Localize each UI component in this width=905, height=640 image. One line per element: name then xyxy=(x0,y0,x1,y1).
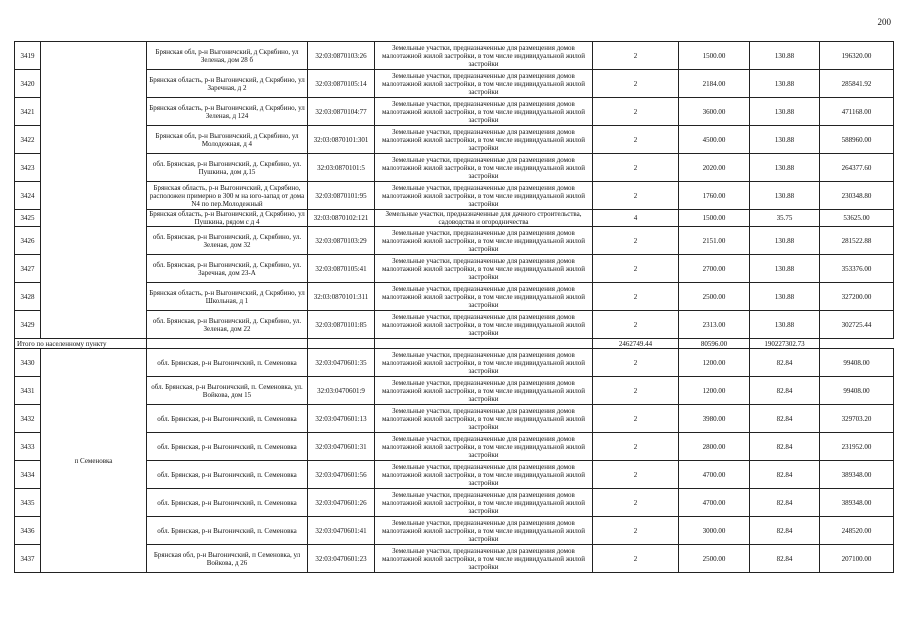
table-row xyxy=(15,311,894,339)
address-cell: Брянская область, р-н Выгоничский, д Скрябино, ул Заречная, д 2 xyxy=(147,70,308,98)
row-number: 3421 xyxy=(15,98,41,126)
table-row xyxy=(15,210,894,227)
cadastral-value-cell: 196320.00 xyxy=(820,42,894,70)
land-use-cell: Земельные участки, предназначенные для размещения домов малоэтажной жилой застройки, в том числе индивидуальной жилой застройки xyxy=(375,405,593,433)
cadastral-number-cell: 32:03:0470601:26 xyxy=(308,489,375,517)
category-cell: 2 xyxy=(593,377,679,405)
cadastral-value-cell: 231952.00 xyxy=(820,433,894,461)
category-cell: 2 xyxy=(593,433,679,461)
cadastral-number-cell: 32:03:0470601:35 xyxy=(308,349,375,377)
cadastral-number-cell: 32:03:0870101:311 xyxy=(308,283,375,311)
address-cell: Брянская обл, р-н Выгоничский, п Семеновка, ул Войкова, д 26 xyxy=(147,545,308,573)
total-value: 190227302.73 xyxy=(750,339,820,349)
rate-cell: 35.75 xyxy=(750,210,820,227)
locality-cell: п Семеновка xyxy=(41,349,147,573)
land-use-cell: Земельные участки, предназначенные для размещения домов малоэтажной жилой застройки, в том числе индивидуальной жилой застройки xyxy=(375,182,593,210)
table-row xyxy=(15,255,894,283)
row-number: 3437 xyxy=(15,545,41,573)
cadastral-value-cell: 99408.00 xyxy=(820,349,894,377)
land-use-cell: Земельные участки, предназначенные для размещения домов малоэтажной жилой застройки, в том числе индивидуальной жилой застройки xyxy=(375,489,593,517)
address-cell: обл. Брянская, р-н Выгоничский, д. Скрябино, ул. Зеленая, дом 32 xyxy=(147,227,308,255)
category-cell: 2 xyxy=(593,42,679,70)
row-number: 3419 xyxy=(15,42,41,70)
land-use-cell: Земельные участки, предназначенные для размещения домов малоэтажной жилой застройки, в том числе индивидуальной жилой застройки xyxy=(375,70,593,98)
address-cell: Брянская область, р-н Выгоничский, д Скрябино, ул Школьная, д 1 xyxy=(147,283,308,311)
empty-cell xyxy=(375,339,593,349)
address-cell: обл. Брянская, р-н Выгоничский, д. Скрябино, ул. Заречная, дом 23-А xyxy=(147,255,308,283)
cadastral-number-cell: 32:03:0870105:41 xyxy=(308,255,375,283)
rate-cell: 82.84 xyxy=(750,377,820,405)
total-area: 2462749.44 xyxy=(593,339,679,349)
locality-cell xyxy=(41,42,147,339)
table-row xyxy=(15,42,894,70)
area-cell: 2151.00 xyxy=(679,227,750,255)
total-label: Итого по населенному пункту xyxy=(15,339,147,349)
address-cell: обл. Брянская, р-н Выгоничский, п. Семеновка xyxy=(147,461,308,489)
cadastral-value-cell: 588960.00 xyxy=(820,126,894,154)
page-number: 200 xyxy=(877,17,891,27)
address-cell: обл. Брянская, р-н Выгоничский, п. Семеновка xyxy=(147,489,308,517)
land-use-cell: Земельные участки, предназначенные для размещения домов малоэтажной жилой застройки, в том числе индивидуальной жилой застройки xyxy=(375,349,593,377)
total-rate: 80596.00 xyxy=(679,339,750,349)
cadastral-number-cell: 32:03:0470601:41 xyxy=(308,517,375,545)
category-cell: 2 xyxy=(593,489,679,517)
cadastral-value-cell: 302725.44 xyxy=(820,311,894,339)
cadastral-value-cell: 471168.00 xyxy=(820,98,894,126)
address-cell: обл. Брянская, р-н Выгоничский, п. Семеновка xyxy=(147,433,308,461)
table-row xyxy=(15,154,894,182)
cadastral-number-cell: 32:03:0470601:31 xyxy=(308,433,375,461)
cadastral-number-cell: 32:03:0470601:56 xyxy=(308,461,375,489)
address-cell: Брянская обл, р-н Выгоничский, д Скрябино, ул Зеленая, дом 28 б xyxy=(147,42,308,70)
table-row xyxy=(15,545,894,573)
area-cell: 3000.00 xyxy=(679,517,750,545)
row-number: 3424 xyxy=(15,182,41,210)
row-number: 3436 xyxy=(15,517,41,545)
category-cell: 2 xyxy=(593,405,679,433)
cadastral-number-cell: 32:03:0870105:14 xyxy=(308,70,375,98)
address-cell: обл. Брянская, р-н Выгоничский, д. Скрябино, ул. Пушкина, дом д.15 xyxy=(147,154,308,182)
category-cell: 2 xyxy=(593,227,679,255)
total-row xyxy=(15,339,894,349)
cadastral-number-cell: 32:03:0870101:85 xyxy=(308,311,375,339)
area-cell: 4700.00 xyxy=(679,489,750,517)
area-cell: 2500.00 xyxy=(679,545,750,573)
land-use-cell: Земельные участки, предназначенные для размещения домов малоэтажной жилой застройки, в том числе индивидуальной жилой застройки xyxy=(375,227,593,255)
category-cell: 2 xyxy=(593,461,679,489)
row-number: 3422 xyxy=(15,126,41,154)
cadastral-number-cell: 32:03:0870101:95 xyxy=(308,182,375,210)
cadastral-value-cell: 207100.00 xyxy=(820,545,894,573)
land-use-cell: Земельные участки, предназначенные для размещения домов малоэтажной жилой застройки, в том числе индивидуальной жилой застройки xyxy=(375,377,593,405)
category-cell: 4 xyxy=(593,210,679,227)
row-number: 3429 xyxy=(15,311,41,339)
area-cell: 1500.00 xyxy=(679,210,750,227)
area-cell: 3980.00 xyxy=(679,405,750,433)
land-use-cell: Земельные участки, предназначенные для размещения домов малоэтажной жилой застройки, в том числе индивидуальной жилой застройки xyxy=(375,42,593,70)
address-cell: обл. Брянская, р-н Выгоничский, д. Скрябино, ул. Зеленая, дом 22 xyxy=(147,311,308,339)
rate-cell: 82.84 xyxy=(750,545,820,573)
row-number: 3423 xyxy=(15,154,41,182)
cadastral-number-cell: 32:03:0470601:13 xyxy=(308,405,375,433)
area-cell: 2700.00 xyxy=(679,255,750,283)
cadastral-number-cell: 32:03:0870101:5 xyxy=(308,154,375,182)
row-number: 3431 xyxy=(15,377,41,405)
row-number: 3426 xyxy=(15,227,41,255)
address-cell: обл. Брянская, р-н Выгоничский, п. Семеновка xyxy=(147,517,308,545)
cadastral-value-cell: 53625.00 xyxy=(820,210,894,227)
row-number: 3430 xyxy=(15,349,41,377)
cadastral-value-cell: 389348.00 xyxy=(820,461,894,489)
rate-cell: 82.84 xyxy=(750,489,820,517)
land-use-cell: Земельные участки, предназначенные для размещения домов малоэтажной жилой застройки, в том числе индивидуальной жилой застройки xyxy=(375,517,593,545)
table-row xyxy=(15,461,894,489)
area-cell: 2800.00 xyxy=(679,433,750,461)
area-cell: 1760.00 xyxy=(679,182,750,210)
rate-cell: 130.88 xyxy=(750,255,820,283)
table-body xyxy=(15,42,894,573)
category-cell: 2 xyxy=(593,154,679,182)
cadastral-number-cell: 32:03:0470601:23 xyxy=(308,545,375,573)
cadastral-number-cell: 32:03:0470601:9 xyxy=(308,377,375,405)
area-cell: 3600.00 xyxy=(679,98,750,126)
table-row xyxy=(15,126,894,154)
category-cell: 2 xyxy=(593,311,679,339)
rate-cell: 130.88 xyxy=(750,227,820,255)
cadastral-number-cell: 32:03:0870101:301 xyxy=(308,126,375,154)
category-cell: 2 xyxy=(593,70,679,98)
cadastral-number-cell: 32:03:0870103:26 xyxy=(308,42,375,70)
cadastral-value-cell: 264377.60 xyxy=(820,154,894,182)
cadastral-value-cell: 99408.00 xyxy=(820,377,894,405)
rate-cell: 82.84 xyxy=(750,461,820,489)
cadastral-number-cell: 32:03:0870104:77 xyxy=(308,98,375,126)
area-cell: 4500.00 xyxy=(679,126,750,154)
table-row xyxy=(15,98,894,126)
address-cell: обл. Брянская, р-н Выгоничский, п. Семеновка xyxy=(147,405,308,433)
cadastral-number-cell: 32:03:0870102:121 xyxy=(308,210,375,227)
area-cell: 4700.00 xyxy=(679,461,750,489)
rate-cell: 130.88 xyxy=(750,126,820,154)
land-use-cell: Земельные участки, предназначенные для размещения домов малоэтажной жилой застройки, в том числе индивидуальной жилой застройки xyxy=(375,126,593,154)
address-cell: обл. Брянская, р-н Выгоничский, п. Семеновка xyxy=(147,349,308,377)
rate-cell: 130.88 xyxy=(750,98,820,126)
table-row xyxy=(15,182,894,210)
cadastral-value-cell: 329703.20 xyxy=(820,405,894,433)
row-number: 3420 xyxy=(15,70,41,98)
table-row xyxy=(15,517,894,545)
address-cell: Брянская область, р-н Выгоничский, д Скрябино, ул Пушкина, рядом с д 4 xyxy=(147,210,308,227)
area-cell: 2313.00 xyxy=(679,311,750,339)
area-cell: 2500.00 xyxy=(679,283,750,311)
row-number: 3432 xyxy=(15,405,41,433)
rate-cell: 82.84 xyxy=(750,433,820,461)
table-row xyxy=(15,405,894,433)
cadastral-value-cell: 353376.00 xyxy=(820,255,894,283)
land-use-cell: Земельные участки, предназначенные для размещения домов малоэтажной жилой застройки, в том числе индивидуальной жилой застройки xyxy=(375,545,593,573)
cadastral-number-cell: 32:03:0870103:29 xyxy=(308,227,375,255)
cadastral-value-cell: 327200.00 xyxy=(820,283,894,311)
land-use-cell: Земельные участки, предназначенные для размещения домов малоэтажной жилой застройки, в том числе индивидуальной жилой застройки xyxy=(375,98,593,126)
land-use-cell: Земельные участки, предназначенные для размещения домов малоэтажной жилой застройки, в том числе индивидуальной жилой застройки xyxy=(375,311,593,339)
rate-cell: 130.88 xyxy=(750,70,820,98)
table-row xyxy=(15,433,894,461)
area-cell: 2020.00 xyxy=(679,154,750,182)
category-cell: 2 xyxy=(593,517,679,545)
address-cell: обл. Брянская, р-н Выгоничский, п. Семеновка, ул. Войкова, дом 15 xyxy=(147,377,308,405)
land-use-cell: Земельные участки, предназначенные для размещения домов малоэтажной жилой застройки, в том числе индивидуальной жилой застройки xyxy=(375,255,593,283)
cadastral-value-cell: 230348.80 xyxy=(820,182,894,210)
rate-cell: 82.84 xyxy=(750,405,820,433)
land-use-cell: Земельные участки, предназначенные для размещения домов малоэтажной жилой застройки, в том числе индивидуальной жилой застройки xyxy=(375,283,593,311)
row-number: 3435 xyxy=(15,489,41,517)
table-row xyxy=(15,349,894,377)
area-cell: 2184.00 xyxy=(679,70,750,98)
address-cell: Брянская обл, р-н Выгоничский, д Скрябино, ул Молодежная, д 4 xyxy=(147,126,308,154)
cadastral-value-cell: 285841.92 xyxy=(820,70,894,98)
cadastral-value-cell: 281522.88 xyxy=(820,227,894,255)
row-number: 3433 xyxy=(15,433,41,461)
table-row xyxy=(15,227,894,255)
empty-cell xyxy=(147,339,308,349)
rate-cell: 130.88 xyxy=(750,283,820,311)
land-use-cell: Земельные участки, предназначенные для дачного строительства, садоводства и огородничества xyxy=(375,210,593,227)
land-use-cell: Земельные участки, предназначенные для размещения домов малоэтажной жилой застройки, в том числе индивидуальной жилой застройки xyxy=(375,461,593,489)
rate-cell: 82.84 xyxy=(750,349,820,377)
land-register-table xyxy=(14,41,894,573)
table-row xyxy=(15,283,894,311)
address-cell: Брянская область, р-н Выгоничский, д Скрябино, ул Зеленая, д 124 xyxy=(147,98,308,126)
area-cell: 1200.00 xyxy=(679,377,750,405)
land-use-cell: Земельные участки, предназначенные для размещения домов малоэтажной жилой застройки, в том числе индивидуальной жилой застройки xyxy=(375,154,593,182)
table-row xyxy=(15,489,894,517)
row-number: 3427 xyxy=(15,255,41,283)
category-cell: 2 xyxy=(593,283,679,311)
rate-cell: 130.88 xyxy=(750,311,820,339)
area-cell: 1500.00 xyxy=(679,42,750,70)
category-cell: 2 xyxy=(593,545,679,573)
area-cell: 1200.00 xyxy=(679,349,750,377)
row-number: 3425 xyxy=(15,210,41,227)
rate-cell: 130.88 xyxy=(750,182,820,210)
row-number: 3428 xyxy=(15,283,41,311)
cadastral-value-cell: 389348.00 xyxy=(820,489,894,517)
address-cell: Брянская область, р-н Выгоничский, д Скрябино, расположен примерно в 300 м на юго-запад от дома N4 по пер.Молодежный xyxy=(147,182,308,210)
table-row xyxy=(15,377,894,405)
category-cell: 2 xyxy=(593,126,679,154)
land-use-cell: Земельные участки, предназначенные для размещения домов малоэтажной жилой застройки, в том числе индивидуальной жилой застройки xyxy=(375,433,593,461)
category-cell: 2 xyxy=(593,349,679,377)
rate-cell: 130.88 xyxy=(750,154,820,182)
category-cell: 2 xyxy=(593,98,679,126)
category-cell: 2 xyxy=(593,255,679,283)
rate-cell: 130.88 xyxy=(750,42,820,70)
cadastral-value-cell: 248520.00 xyxy=(820,517,894,545)
row-number: 3434 xyxy=(15,461,41,489)
category-cell: 2 xyxy=(593,182,679,210)
table-row xyxy=(15,70,894,98)
rate-cell: 82.84 xyxy=(750,517,820,545)
empty-cell xyxy=(308,339,375,349)
